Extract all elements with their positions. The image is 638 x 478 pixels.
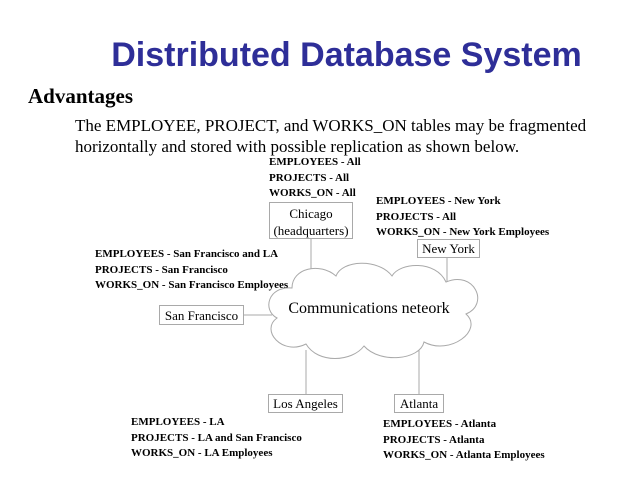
note-line: EMPLOYEES - LA [131, 416, 225, 428]
note-line: WORKS_ON - San Francisco Employees [95, 279, 289, 291]
body-line-1: The EMPLOYEE, PROJECT, and WORKS_ON tables may be fragmented [75, 116, 587, 135]
note-line: EMPLOYEES - Atlanta [383, 418, 497, 430]
note-atlanta [383, 417, 545, 464]
note-line: EMPLOYEES - San Francisco and LA [95, 248, 279, 260]
body-line-2: horizontally and stored with possible replication as shown below. [75, 137, 520, 156]
site-chicago-name: Chicago [289, 206, 333, 221]
note-line: WORKS_ON - All [269, 187, 356, 199]
note-line: PROJECTS - Atlanta [383, 433, 485, 446]
note-line: EMPLOYEES - All [269, 156, 361, 168]
note-chicago [269, 155, 361, 202]
site-san-francisco: San Francisco [159, 305, 244, 325]
note-san-francisco [95, 247, 288, 294]
slide-title: Distributed Database System [111, 36, 582, 74]
note-los-angeles [131, 415, 302, 462]
section-heading: Advantages [28, 84, 134, 108]
site-new-york: New York [417, 239, 480, 258]
site-chicago [269, 202, 353, 239]
network-label: Communications neteork [288, 300, 450, 317]
note-line: PROJECTS - All [269, 171, 350, 184]
note-new-york [376, 194, 549, 241]
note-line: WORKS_ON - New York Employees [376, 226, 550, 238]
site-los-angeles: Los Angeles [268, 394, 343, 413]
note-line: WORKS_ON - LA Employees [131, 447, 273, 459]
note-line: EMPLOYEES - New York [376, 195, 501, 207]
note-line: PROJECTS - All [376, 210, 457, 223]
note-line: WORKS_ON - Atlanta Employees [383, 449, 545, 461]
note-line: PROJECTS - San Francisco [95, 263, 228, 276]
note-line: PROJECTS - LA and San Francisco [131, 431, 302, 444]
site-atlanta: Atlanta [394, 394, 444, 413]
site-chicago-role: (headquarters) [273, 223, 349, 238]
